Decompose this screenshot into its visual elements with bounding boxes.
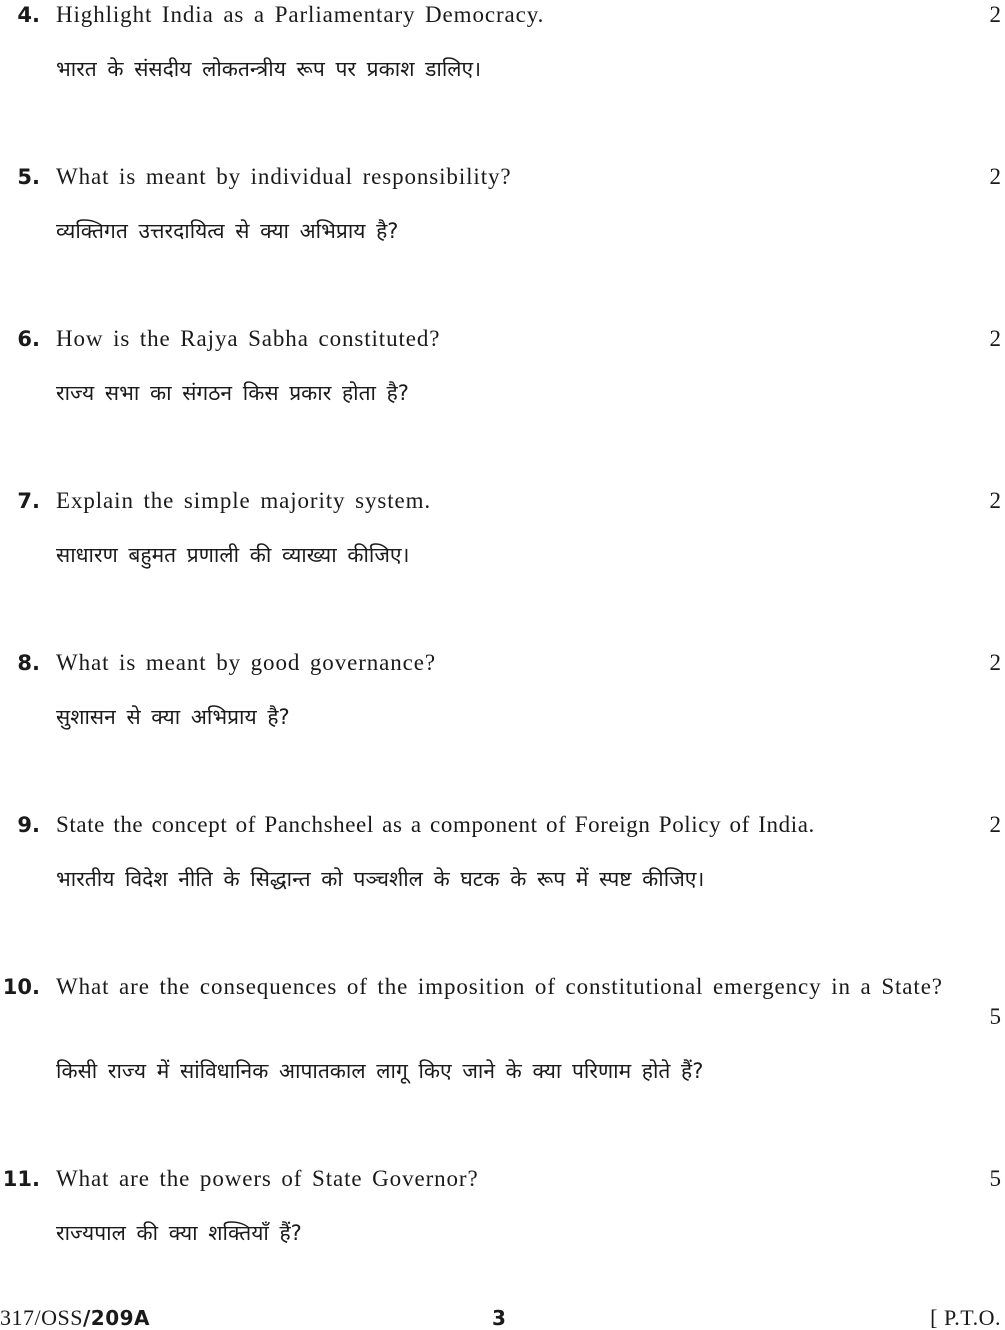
question-text-hindi: साधारण बहुमत प्रणाली की व्याख्या कीजिए। [56, 543, 410, 567]
question-number: 7. [17, 489, 40, 513]
question-text-english: What are the powers of State Governor? [56, 1166, 479, 1191]
question-text-english: What is meant by individual responsibility? [56, 164, 512, 189]
question-number: 11. [2, 1167, 40, 1191]
question-text-english: Highlight India as a Parliamentary Democracy. [56, 2, 545, 27]
question-text-english: What is meant by good governance? [56, 650, 436, 675]
question-text-hindi: किसी राज्य में सांविधानिक आपातकाल लागू किए जाने के क्या परिणाम होते हैं? [56, 1059, 704, 1083]
question-text-english: Explain the simple majority system. [56, 488, 432, 513]
question-text-hindi: राज्यपाल की क्या शक्तियाँ हैं? [56, 1221, 302, 1245]
question-marks: 2 [989, 488, 1001, 513]
question-text-english: State the concept of Panchsheel as a component of Foreign Policy of India. [56, 812, 815, 837]
question-number: 5. [17, 165, 40, 189]
paper-code [0, 1306, 150, 1330]
page-footer [0, 1306, 1005, 1330]
question-text-hindi: व्यक्तिगत उत्तरदायित्व से क्या अभिप्राय है? [56, 219, 399, 243]
question-marks: 5 [989, 1166, 1001, 1191]
paper-code-prefix: 317/OSS [0, 1305, 83, 1330]
question-marks: 2 [989, 164, 1001, 189]
question-text-english: How is the Rajya Sabha constituted? [56, 326, 441, 351]
question-number: 9. [17, 813, 40, 837]
question-number: 8. [17, 651, 40, 675]
question-text-hindi: भारतीय विदेश नीति के सिद्धान्त को पञ्चशील के घटक के रूप में स्पष्ट कीजिए। [56, 867, 705, 891]
question-number: 6. [17, 327, 40, 351]
question-marks: 2 [989, 812, 1001, 837]
question-marks: 2 [989, 650, 1001, 675]
paper-code-suffix: /209A [82, 1306, 151, 1330]
question-number: 10. [2, 975, 40, 999]
question-text-hindi: भारत के संसदीय लोकतन्त्रीय रूप पर प्रकाश डालिए। [56, 57, 482, 81]
question-marks: 5 [989, 1004, 1001, 1029]
question-text-hindi: राज्य सभा का संगठन किस प्रकार होता है? [56, 381, 409, 405]
question-text-english: What are the consequences of the imposition of constitutional emergency in a State? [56, 974, 943, 999]
question-text-hindi: सुशासन से क्या अभिप्राय है? [56, 705, 290, 729]
question-marks: 2 [989, 326, 1001, 351]
question-number: 4. [17, 3, 40, 27]
page-number: 3 [492, 1306, 506, 1330]
please-turn-over: [ P.T.O. [930, 1305, 1001, 1330]
question-marks: 2 [989, 2, 1001, 27]
